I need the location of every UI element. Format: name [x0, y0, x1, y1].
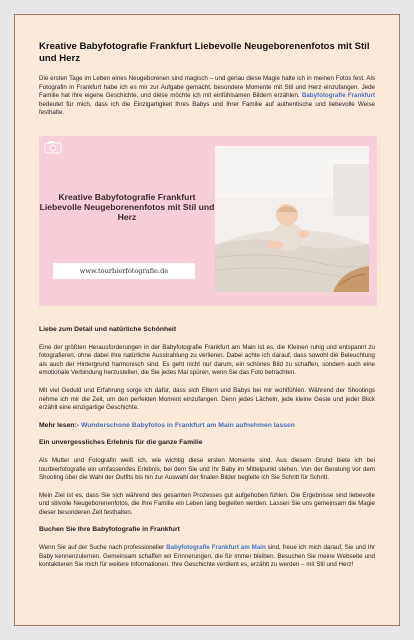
intro-link[interactable]: Babyfotografie Frankfurt — [301, 92, 375, 100]
section3-heading: Buchen Sie Ihre Babyfotografie in Frankfurt — [39, 526, 180, 534]
section1-paragraph1: Eine der größten Herausforderungen in der Babyfotografie Frankfurt am Main ist es, die Kleinen ruhig und entspannt zu fotografieren, ohne dabei ihre natürliche Ausstrahlung zu verlieren. Dabei achte ich darauf, dass sowohl die Beleuchtung als auch der Hintergrund harmonisch sind. Es geht nicht nur darum, ein schönes Bild zu schaffen, sondern auch eine emotionale Verbindung herzustellen, die Sie jedes Mal spüren, wenn Sie das Foto betrachten. — [39, 343, 375, 377]
document-title: Kreative Babyfotografie Frankfurt Liebevolle Neugeborenenfotos mit Stil und Herz — [39, 41, 370, 64]
mehr-lesen-link[interactable]: Wunderschone Babyfotos in Frankfurt am Main aufnehmen lassen — [80, 421, 295, 429]
camera-logo-icon — [43, 139, 65, 155]
intro-text: Die ersten Tage im Leben eines Neugeborenen sind magisch – und genau diese Magie halte ich in meinen Fotos fest. Als Fotografin in Frankfurt habe ich es mir zur Aufgabe gemacht, besondere Momente mit Stil und Herz einzufangen. Jede Familie hat ihre eigene Geschichte, und diese möchte ich mit einfühlsamen Bildern erzählen. — [39, 75, 375, 100]
mehr-lesen-label: Mehr lesen:- — [39, 421, 81, 429]
section1-paragraph2: Mit viel Geduld und Erfahrung sorge ich dafür, dass sich Eltern und Babys bei mir wohlfühlen. Während der Shootings nehme ich mir die Zeit, um den perfekten Moment einzufangen. Denn jedes Lächeln, jede kleine Geste und jeder Blick erzählt eine einzigartige Geschichte. — [39, 386, 375, 412]
section3-link[interactable]: Babyfotografie Frankfurt am Main — [166, 544, 266, 552]
section3-text: Wenn Sie auf der Suche nach professioneller — [39, 544, 167, 552]
baby-photo — [215, 146, 369, 292]
section2-paragraph1: Als Mutter und Fotografin weiß ich, wie wichtig diese ersten Momente sind. Aus diesem Grund biete ich bei tourbierfotografie ein umfassendes Erlebnis, bei dem Sie und Ihr Baby im Mittelpunkt stehen. Von der Beratung vor dem Shooting über die Wahl der Outfits bis hin zur Auswahl der finalen Bilder begleite ich Sie Schritt für Schritt. — [39, 456, 375, 482]
banner-url: www.tourbierfotografie.de — [53, 263, 195, 279]
intro-text-end: bedeutet für mich, dass ich die Einzigartigkeit Ihres Babys und Ihrer Familie auf authentische und liebevolle Weise festhalte. — [39, 100, 375, 117]
section3-paragraph — [39, 544, 375, 570]
section3-text-end: sind, freue ich mich darauf, Sie und Ihr Baby kennenzulernen. Gemeinsam schaffen wir Erinnerungen, die für immer bleiben. Besuchen Sie meine Webseite und kontaktieren Sie mich für weitere Informationen. Ihre Geschichte verdient es, erzählt zu werden – mit Stil und Herz! — [39, 544, 375, 569]
document-page — [14, 14, 400, 626]
section2-heading: Ein unvergessliches Erlebnis für die ganze Familie — [39, 439, 203, 447]
banner-title: Kreative Babyfotografie Frankfurt Liebevolle Neugeborenenfotos mit Stil und Herz — [39, 191, 215, 222]
mehr-lesen — [39, 422, 375, 431]
intro-paragraph — [39, 75, 375, 118]
banner-image — [39, 136, 377, 306]
section1-heading: Liebe zum Detail und natürliche Schönheit — [39, 325, 177, 333]
section2-paragraph2: Mein Ziel ist es, dass Sie sich während des gesamten Prozesses gut aufgehoben fühlen. Die Ergebnisse sind liebevolle und stilvolle Neugeborenenfotos, die Ihre Familie ein Leben lang begleiten werden. Lassen Sie uns gemeinsam die Magie dieser besonderen Zeit festhalten. — [39, 491, 375, 516]
